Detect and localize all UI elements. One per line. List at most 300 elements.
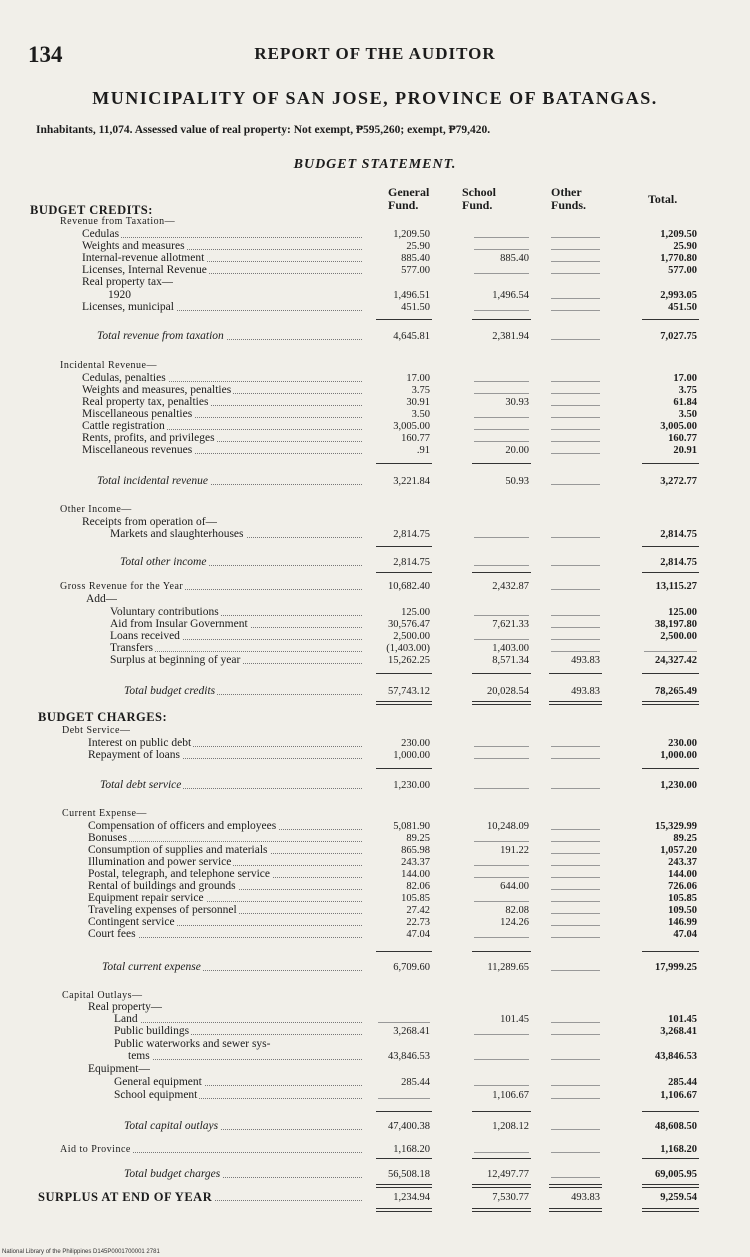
cell-value: 9,259.54 xyxy=(660,1192,697,1203)
cell-value: 38,197.80 xyxy=(655,619,697,630)
cell-value: 4,645.81 xyxy=(393,331,430,342)
cell-value: 146.99 xyxy=(668,917,697,928)
cell-value: 17.00 xyxy=(406,373,430,384)
row-label xyxy=(88,928,362,941)
cell-value: 78,265.49 xyxy=(655,686,697,697)
cell-value: 43,846.53 xyxy=(655,1051,697,1062)
dot-leader xyxy=(128,1059,362,1060)
row-label xyxy=(110,654,362,667)
row-label xyxy=(100,779,362,792)
double-total-rule xyxy=(376,1208,432,1212)
table-row xyxy=(0,475,750,488)
cell-value: 2,814.75 xyxy=(660,557,697,568)
row-label-text: Licenses, municipal xyxy=(82,301,174,313)
total-rule xyxy=(472,1111,531,1112)
total-rule xyxy=(642,319,699,320)
cell-value: 493.83 xyxy=(571,655,600,666)
cell-value: 7,027.75 xyxy=(660,331,697,342)
row-label xyxy=(82,444,362,457)
blank-cell-line xyxy=(551,273,600,274)
row-label-text: Miscellaneous penalties xyxy=(82,408,193,420)
cell-value: 1,000.00 xyxy=(660,750,697,761)
cell-value: 3,272.77 xyxy=(660,476,697,487)
table-row xyxy=(0,1050,750,1063)
total-rule xyxy=(642,546,699,547)
row-label-text: Voluntary contributions xyxy=(110,606,219,618)
cell-value: 27.42 xyxy=(406,905,430,916)
cell-value: 105.85 xyxy=(401,893,430,904)
blank-cell-line xyxy=(551,651,600,652)
row-label-text: Repayment of loans xyxy=(88,749,180,761)
cell-value: 3,005.00 xyxy=(393,421,430,432)
blank-cell-line xyxy=(551,261,600,262)
section-heading: BUDGET CREDITS: xyxy=(30,204,153,217)
row-label-text: Cedulas, penalties xyxy=(82,372,166,384)
table-row xyxy=(0,215,750,228)
cell-value: 43,846.53 xyxy=(388,1051,430,1062)
blank-cell-line xyxy=(551,298,600,299)
statement-title: BUDGET STATEMENT. xyxy=(293,157,457,172)
row-label-text: Interest on public debt xyxy=(88,737,192,749)
total-rule xyxy=(642,1111,699,1112)
cell-value: 493.83 xyxy=(571,1192,600,1203)
cell-value: 1,230.00 xyxy=(660,780,697,791)
blank-cell-line xyxy=(551,1022,600,1023)
cell-value: 8,571.34 xyxy=(492,655,529,666)
blank-cell-line xyxy=(474,237,529,238)
row-label xyxy=(60,1143,362,1156)
cell-value: 160.77 xyxy=(401,433,430,444)
blank-cell-line xyxy=(551,788,600,789)
cell-value: 285.44 xyxy=(401,1077,430,1088)
row-label xyxy=(38,1191,362,1204)
cell-value: 24,327.42 xyxy=(655,655,697,666)
cell-value: 1,230.00 xyxy=(393,780,430,791)
blank-cell-line xyxy=(378,1022,430,1023)
table-row xyxy=(0,711,750,724)
row-label xyxy=(82,301,362,314)
blank-cell-line xyxy=(474,788,529,789)
cell-value: 56,508.18 xyxy=(388,1169,430,1180)
cell-value: 17,999.25 xyxy=(655,962,697,973)
row-label-text: Total other income xyxy=(120,556,207,568)
row-label-text: Total debt service xyxy=(100,779,182,791)
total-rule xyxy=(472,1158,531,1159)
cell-value: 48,608.50 xyxy=(655,1121,697,1132)
row-label-text: Court fees xyxy=(88,928,136,940)
blank-cell-line xyxy=(378,1098,430,1099)
row-label xyxy=(110,528,362,541)
row-label-text: Illumination and power service xyxy=(88,856,232,868)
cell-value: 105.85 xyxy=(668,893,697,904)
cell-value: 50.93 xyxy=(505,476,529,487)
row-label-text: 1920 xyxy=(108,289,131,301)
row-label-text: Consumption of supplies and materials xyxy=(88,844,268,856)
row-label-text: tems xyxy=(128,1050,150,1062)
row-label-text: General equipment xyxy=(114,1076,202,1088)
cell-value: 7,530.77 xyxy=(492,1192,529,1203)
col-other-funds: Other Funds. xyxy=(551,185,587,212)
total-rule xyxy=(472,951,531,952)
cell-value: 47.04 xyxy=(673,929,697,940)
blank-cell-line xyxy=(551,310,600,311)
cell-value: 230.00 xyxy=(668,738,697,749)
total-rule xyxy=(642,1158,699,1159)
blank-cell-line xyxy=(551,1177,600,1178)
double-total-rule xyxy=(472,701,531,705)
row-label-text: Miscellaneous revenues xyxy=(82,444,193,456)
blank-cell-line xyxy=(474,429,529,430)
cell-value: 25.90 xyxy=(673,241,697,252)
double-total-rule xyxy=(549,1184,602,1188)
row-label-text xyxy=(60,1144,133,1155)
cell-value: 2,432.87 xyxy=(492,581,529,592)
blank-cell-line xyxy=(551,339,600,340)
cell-value: 12,497.77 xyxy=(487,1169,529,1180)
cell-value: 17.00 xyxy=(673,373,697,384)
cell-value: 3.75 xyxy=(411,385,430,396)
blank-cell-line xyxy=(474,841,529,842)
blank-cell-line xyxy=(474,417,529,418)
table-row xyxy=(0,1089,750,1102)
row-label xyxy=(128,1050,362,1063)
page-number: 134 xyxy=(28,42,63,67)
cell-value: 30,576.47 xyxy=(388,619,430,630)
total-rule xyxy=(376,463,432,464)
blank-cell-line xyxy=(644,651,697,652)
blank-cell-line xyxy=(474,1085,529,1086)
double-total-rule xyxy=(472,1184,531,1188)
blank-cell-line xyxy=(474,441,529,442)
blank-cell-line xyxy=(551,1034,600,1035)
row-label-text: Aid from Insular Government xyxy=(110,618,248,630)
blank-cell-line xyxy=(551,441,600,442)
cell-value: 82.08 xyxy=(505,905,529,916)
subsection-word: Current xyxy=(62,808,97,819)
blank-cell-line xyxy=(474,381,529,382)
table-row xyxy=(0,928,750,941)
subsection-heading xyxy=(60,503,132,516)
dot-leader xyxy=(82,237,362,238)
blank-cell-line xyxy=(551,865,600,866)
row-label-text: Licenses, Internal Revenue xyxy=(82,264,207,276)
table-row xyxy=(0,444,750,457)
blank-cell-line xyxy=(474,639,529,640)
subsection-word: Outlays— xyxy=(97,990,143,1001)
cell-value: 3,268.41 xyxy=(393,1026,430,1037)
row-label: Add— xyxy=(86,593,118,605)
cell-value: 20.91 xyxy=(673,445,697,456)
blank-cell-line xyxy=(474,1152,529,1153)
row-label-text: Rents, profits, and privileges xyxy=(82,432,215,444)
total-rule xyxy=(376,768,432,769)
subsection-heading xyxy=(62,807,147,820)
cell-value: .91 xyxy=(416,445,430,456)
blank-cell-line xyxy=(551,249,600,250)
table-row xyxy=(0,580,750,593)
blank-cell-line xyxy=(551,429,600,430)
cell-value: 15,329.99 xyxy=(655,821,697,832)
blank-cell-line xyxy=(474,615,529,616)
row-label xyxy=(120,556,362,569)
cell-value: 10,682.40 xyxy=(388,581,430,592)
blank-cell-line xyxy=(551,627,600,628)
row-label-text: Total current expense xyxy=(102,961,201,973)
total-rule xyxy=(376,1111,432,1112)
cell-value: 1,168.20 xyxy=(393,1144,430,1155)
row-label-text: Total budget charges xyxy=(124,1168,221,1180)
blank-cell-line xyxy=(551,1098,600,1099)
cell-value: 160.77 xyxy=(668,433,697,444)
row-label xyxy=(88,749,362,762)
subsection-word: Revenue— xyxy=(107,360,157,371)
row-label xyxy=(97,330,362,343)
table-row xyxy=(0,330,750,343)
double-total-rule xyxy=(642,701,699,705)
total-rule xyxy=(472,572,531,573)
cell-value: 577.00 xyxy=(668,265,697,276)
blank-cell-line xyxy=(551,417,600,418)
table-row xyxy=(0,593,750,606)
row-label-text: Equipment repair service xyxy=(88,892,204,904)
blank-cell-line xyxy=(551,925,600,926)
blank-cell-line xyxy=(551,841,600,842)
cell-value: 124.26 xyxy=(500,917,529,928)
cell-value: 20,028.54 xyxy=(487,686,529,697)
row-label-text: Cedulas xyxy=(82,228,120,240)
col-general-fund: General Fund. xyxy=(388,185,430,212)
blank-cell-line xyxy=(551,1129,600,1130)
blank-cell-line xyxy=(551,746,600,747)
cell-value: 865.98 xyxy=(401,845,430,856)
double-total-rule xyxy=(549,701,602,705)
row-label-text: School equipment xyxy=(114,1089,198,1101)
row-label xyxy=(114,1089,362,1102)
row-label-text: Loans received xyxy=(110,630,180,642)
table-row xyxy=(0,749,750,762)
blank-cell-line xyxy=(551,758,600,759)
cell-value: 57,743.12 xyxy=(388,686,430,697)
total-rule xyxy=(472,673,531,674)
cell-value: 726.06 xyxy=(668,881,697,892)
blank-cell-line xyxy=(474,1034,529,1035)
subsection-word: Debt xyxy=(62,725,84,736)
blank-cell-line xyxy=(551,453,600,454)
row-label-text: Weights and measures xyxy=(82,240,185,252)
cell-value: 47.04 xyxy=(406,929,430,940)
table-row xyxy=(0,503,750,516)
total-rule xyxy=(376,951,432,952)
row-label xyxy=(124,685,362,698)
cell-value: 10,248.09 xyxy=(487,821,529,832)
row-label-text: SURPLUS AT END OF YEAR xyxy=(38,1191,213,1204)
cell-value: 577.00 xyxy=(401,265,430,276)
subsection-word: Incidental xyxy=(60,360,105,371)
cell-value: 1,403.00 xyxy=(492,643,529,654)
section-heading: BUDGET CHARGES: xyxy=(38,711,168,724)
subsection-heading xyxy=(60,215,175,228)
cell-value: (1,403.00) xyxy=(386,643,430,654)
row-label: Public waterworks and sewer sys- xyxy=(114,1038,271,1050)
table-row xyxy=(0,1143,750,1156)
table-row xyxy=(0,807,750,820)
subsection-word: Capital xyxy=(62,990,95,1001)
blank-cell-line xyxy=(551,393,600,394)
blank-cell-line xyxy=(551,381,600,382)
row-label-text: Total revenue from taxation xyxy=(97,330,224,342)
blank-cell-line xyxy=(551,615,600,616)
blank-cell-line xyxy=(474,746,529,747)
cell-value: 7,621.33 xyxy=(492,619,529,630)
cell-value: 451.50 xyxy=(401,302,430,313)
cell-value: 3,268.41 xyxy=(660,1026,697,1037)
total-rule xyxy=(472,463,531,464)
double-total-rule xyxy=(642,1184,699,1188)
blank-cell-line xyxy=(474,1059,529,1060)
blank-cell-line xyxy=(551,589,600,590)
blank-cell-line xyxy=(551,1152,600,1153)
row-label-text: Land xyxy=(114,1013,138,1025)
blank-cell-line xyxy=(551,829,600,830)
subsection-word: Province xyxy=(91,1144,131,1155)
cell-value: 1,057.20 xyxy=(660,845,697,856)
table-row xyxy=(0,961,750,974)
row-label xyxy=(124,1168,362,1181)
cell-value: 285.44 xyxy=(668,1077,697,1088)
blank-cell-line xyxy=(474,310,529,311)
running-title: REPORT OF THE AUDITOR xyxy=(254,44,496,63)
blank-cell-line xyxy=(551,1085,600,1086)
row-label xyxy=(114,1025,362,1038)
blank-cell-line xyxy=(551,937,600,938)
total-rule xyxy=(376,546,432,547)
row-label-text: Rental of buildings and grounds xyxy=(88,880,236,892)
blank-cell-line xyxy=(551,565,600,566)
subsection-heading xyxy=(62,724,130,737)
cell-value: 3.50 xyxy=(678,409,697,420)
blank-cell-line xyxy=(551,853,600,854)
total-rule xyxy=(642,463,699,464)
cell-value: 1,496.54 xyxy=(492,290,529,301)
row-label: Equipment— xyxy=(88,1063,150,1075)
row-label-text: Public buildings xyxy=(114,1025,190,1037)
row-label-text: Surplus at beginning of year xyxy=(110,654,241,666)
cell-value: 2,814.75 xyxy=(660,529,697,540)
cell-value: 1,106.67 xyxy=(492,1090,529,1101)
cell-value: 191.22 xyxy=(500,845,529,856)
total-rule xyxy=(472,319,531,320)
cell-value: 230.00 xyxy=(401,738,430,749)
cell-value: 125.00 xyxy=(668,607,697,618)
cell-value: 5,081.90 xyxy=(393,821,430,832)
cell-value: 1,496.51 xyxy=(393,290,430,301)
blank-cell-line xyxy=(551,913,600,914)
row-label xyxy=(60,580,362,593)
table-row xyxy=(0,1025,750,1038)
table-row xyxy=(0,654,750,667)
cell-value: 1,770.80 xyxy=(660,253,697,264)
cell-value: 243.37 xyxy=(668,857,697,868)
subsection-word: Aid to xyxy=(60,1144,89,1155)
cell-value: 89.25 xyxy=(673,833,697,844)
cell-value: 2,381.94 xyxy=(492,331,529,342)
cell-value: 451.50 xyxy=(668,302,697,313)
cell-value: 1,209.50 xyxy=(660,229,697,240)
cell-value: 109.50 xyxy=(668,905,697,916)
cell-value: 3,005.00 xyxy=(660,421,697,432)
total-rule xyxy=(376,673,432,674)
row-label-text: Weights and measures, penalties xyxy=(82,384,232,396)
subsection-word: Revenue from xyxy=(60,216,123,227)
table-row xyxy=(0,724,750,737)
cell-value: 15,262.25 xyxy=(388,655,430,666)
total-rule xyxy=(376,319,432,320)
cell-value: 47,400.38 xyxy=(388,1121,430,1132)
cell-value: 644.00 xyxy=(500,881,529,892)
blank-cell-line xyxy=(551,889,600,890)
row-label-text: Markets and slaughterhouses xyxy=(110,528,244,540)
cell-value: 2,500.00 xyxy=(660,631,697,642)
cell-value: 25.90 xyxy=(406,241,430,252)
total-rule xyxy=(642,768,699,769)
total-rule xyxy=(549,673,602,674)
blank-cell-line xyxy=(474,273,529,274)
row-label-text: Total capital outlays xyxy=(124,1120,219,1132)
cell-value: 144.00 xyxy=(401,869,430,880)
table-row xyxy=(0,685,750,698)
double-total-rule xyxy=(472,1208,531,1212)
subsection-word: Income— xyxy=(88,504,132,515)
cell-value: 3.50 xyxy=(411,409,430,420)
cell-value: 89.25 xyxy=(406,833,430,844)
blank-cell-line xyxy=(474,565,529,566)
subsection-word: Other xyxy=(60,504,86,515)
subsection-word: Taxation— xyxy=(125,216,176,227)
blank-cell-line xyxy=(551,237,600,238)
blank-cell-line xyxy=(551,639,600,640)
municipality-title: MUNICIPALITY OF SAN JOSE, PROVINCE OF BATANGAS. xyxy=(92,88,658,108)
row-label xyxy=(97,475,362,488)
cell-value: 30.91 xyxy=(406,397,430,408)
blank-cell-line xyxy=(551,901,600,902)
cell-value: 101.45 xyxy=(500,1014,529,1025)
blank-cell-line xyxy=(474,537,529,538)
total-rule xyxy=(642,951,699,952)
table-row xyxy=(0,779,750,792)
row-label-text: Compensation of officers and employees xyxy=(88,820,277,832)
row-label: Receipts from operation of— xyxy=(82,516,218,528)
double-total-rule xyxy=(376,1184,432,1188)
table-row xyxy=(0,528,750,541)
subsection-word: Service— xyxy=(86,725,131,736)
cell-value: 13,115.27 xyxy=(655,581,697,592)
table-row xyxy=(0,1120,750,1133)
cell-value: 1,209.50 xyxy=(393,229,430,240)
cell-value: 1,000.00 xyxy=(393,750,430,761)
cell-value: 493.83 xyxy=(571,686,600,697)
cell-value: 1,106.67 xyxy=(660,1090,697,1101)
row-label-text: Traveling expenses of personnel xyxy=(88,904,237,916)
table-row xyxy=(0,556,750,569)
table-row xyxy=(0,1191,750,1204)
cell-value: 101.45 xyxy=(668,1014,697,1025)
cell-value: 20.00 xyxy=(505,445,529,456)
double-total-rule xyxy=(642,1208,699,1212)
cell-value: 2,814.75 xyxy=(393,529,430,540)
col-total: Total. xyxy=(648,192,678,206)
cell-value: 3.75 xyxy=(678,385,697,396)
blank-cell-line xyxy=(474,758,529,759)
